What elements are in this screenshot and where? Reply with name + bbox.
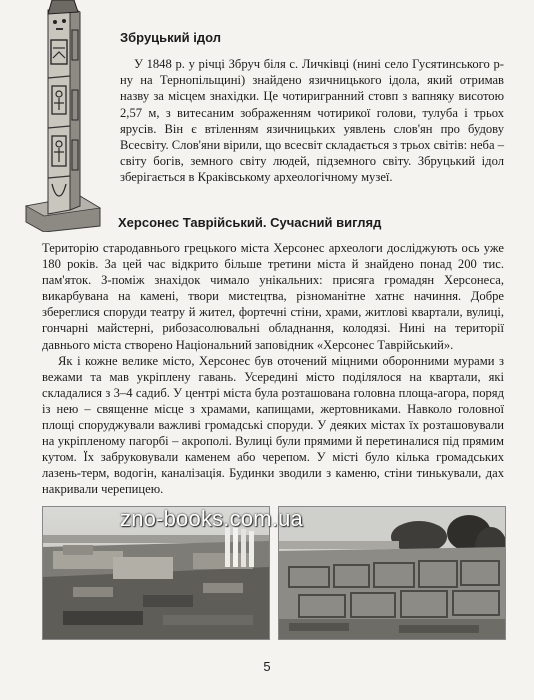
zbruch-idol-paragraph: У 1848 р. у річці Збруч біля с. Личківці (нині село Гусятинського р-ну на Тернопільщині) знайдено язичницького ідола, який отримав назву за місцем знахідки. Це чотиригранний стовп з вапняку висотою 2,57 м, з витесаним зображенням чотирикої голови, тулуба і трьох ярусів. Він є втіленням язичницьких уявлень слов'ян про будову Всесвіту. Слов'яни вірили, що всесвіт складається з трьох світів: неба – світу богів, земного світу людей, підземного світу. Збруцький ідол зберігається в Краківському археологічному музеї.: [120, 57, 504, 185]
section-title-zbruch-idol: Збруцький ідол: [120, 30, 221, 45]
zbruch-idol-illustration: [22, 0, 102, 232]
chersonesus-text: [42, 240, 504, 498]
website-watermark: zno-books.com.ua: [120, 506, 303, 531]
chersonesus-ruins-photo-right: [278, 506, 506, 640]
page-number: 5: [263, 659, 271, 674]
section-title-chersonesus: Херсонес Таврійський. Сучасний вигляд: [118, 215, 382, 230]
chersonesus-paragraph-2: Як і кожне велике місто, Херсонес був оточений міцними оборонними мурами з вежами та мав укріплену гавань. Усередині місто поділялося на квартали, які складалися з 3–4 садиб. У центрі міста була розташована головна площа-агора, поряд із нею – священне місце з храмами, капищами, жертовниками. Навколо головної площі споруджували важливі громадські споруди. У деяких містах їх розташовували на укріпленому пагорбі – акрополі. Вулиці були прямими й перетиналися під прямим кутом. Їх забруковували каменем або черепом. У місті було кілька громадських лазень-терм, водогін, каналізація. Будинки зводили з каменю, стіни тинькували, дах накривали черепицею.: [42, 353, 504, 497]
chersonesus-paragraph-1: Територію стародавнього грецького міста Херсонес археологи досліджують ось уже 180 років. За цей час відкрито більше третини міста й знайдено понад 200 тис. пам'яток. З-поміж знахідок чимало унікальних: присяга громадян Херсонеса, викарбувана на камені, твори мистецтва, різноманітне хатнє начиння. Добре збереглися споруди театру й жител, фортечні стіни, храми, житлові квартали, вулиці, гончарні майстерні, рибозасолювальні обладнання, колодязі. Нині на території давнього міста створено Національний заповідник «Херсонес Таврійський».: [42, 241, 504, 352]
